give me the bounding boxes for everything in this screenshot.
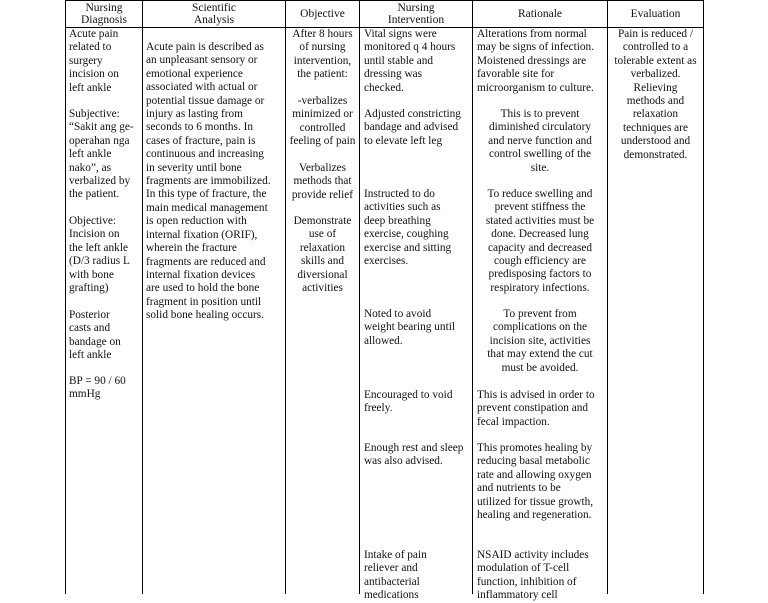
column-divider xyxy=(285,0,286,594)
subjective-cue: Subjective: “Sakit ang ge- operahan nga left ankle nako”, as verbalized by the patient. xyxy=(69,108,134,201)
rationale-item: This is advised in order to prevent constipation and fecal impaction. xyxy=(477,389,595,428)
rationale-item: This is to prevent diminished circulatory and nerve function and control swelling of the site. xyxy=(488,108,592,174)
rationale-item: To prevent from complications on the incision site, activities that may extend the cut must be avoided. xyxy=(487,308,593,374)
objective-item: Verbalizes methods that provide relief xyxy=(291,162,354,201)
objective-intro: After 8 hours of nursing intervention, the patient: xyxy=(292,28,353,81)
header-rationale: Rationale xyxy=(517,8,563,20)
objective-cue: Objective: Incision on the left ankle (D/3 radius L with bone grafting) xyxy=(69,215,130,295)
header-nursing-diagnosis: Nursing Diagnosis xyxy=(81,2,127,26)
evaluation-text: Pain is reduced / controlled to a tolerable extent as verbalized. Relieving methods and relaxation techniques are understood and demonstrated. xyxy=(614,28,697,161)
table-border-left xyxy=(65,0,66,594)
header-evaluation: Evaluation xyxy=(630,8,681,20)
column-divider xyxy=(359,0,360,594)
column-divider xyxy=(142,0,143,594)
column-divider xyxy=(472,0,473,594)
diagnosis-statement: Acute pain related to surgery incision on left ankle xyxy=(69,28,119,94)
intervention-item: Noted to avoid weight bearing until allowed. xyxy=(364,308,455,347)
blood-pressure-cue: BP = 90 / 60 mmHg xyxy=(69,375,126,401)
intervention-item: Adjusted constricting bandage and advised to elevate left leg xyxy=(364,108,461,147)
rationale-item: Alterations from normal may be signs of infection. Moistened dressings are favorable site for microorganism to culture. xyxy=(477,28,595,94)
rationale-item: To reduce swelling and prevent stiffness the stated activities must be done. Decreased lung capacity and decreased cough efficiency are predisposing factors to respiratory infections. xyxy=(485,188,595,294)
intervention-item: Intake of pain reliever and antibacterial medications xyxy=(364,549,427,602)
casts-cue: Posterior casts and bandage on left ankle xyxy=(69,309,121,362)
intervention-item: Encouraged to void freely. xyxy=(364,389,453,415)
rationale-item: This promotes healing by reducing basal metabolic rate and allowing oxygen and nutrients to be utilized for tissue growth, healing and regeneration. xyxy=(477,442,594,522)
intervention-item: Enough rest and sleep was also advised. xyxy=(364,442,464,468)
intervention-item: Instructed to do activities such as deep breathing exercise, coughing exercise and sitting exercises. xyxy=(364,188,452,268)
objective-item: Demonstrate use of relaxation skills and diversional activities xyxy=(293,215,352,295)
header-nursing-intervention: Nursing Intervention xyxy=(387,2,445,26)
header-objective: Objective xyxy=(300,8,345,20)
header-scientific-analysis: Scientific Analysis xyxy=(191,2,237,26)
scientific-analysis-text: Acute pain is described as an unpleasant sensory or emotional experience associated with actual or potential tissue damage or injury as lasting from seconds to 6 months. In cases of fracture, pain is continuous and increasing in severity until bone fragments are immobilized. In this type of fracture, the main medical management is open reduction with internal fixation (ORIF), wherein the fracture fragments are reduced and internal fixation devices are used to hold the bone fragment in position until solid bone healing occurs. xyxy=(146,41,271,322)
intervention-item: Vital signs were monitored q 4 hours until stable and dressing was checked. xyxy=(364,28,456,94)
rationale-item: NSAID activity includes modulation of T-cell function, inhibition of inflammatory cell xyxy=(477,549,589,602)
objective-item: -verbalizes minimized or controlled feeling of pain xyxy=(289,95,356,148)
table-border-right xyxy=(703,0,704,594)
